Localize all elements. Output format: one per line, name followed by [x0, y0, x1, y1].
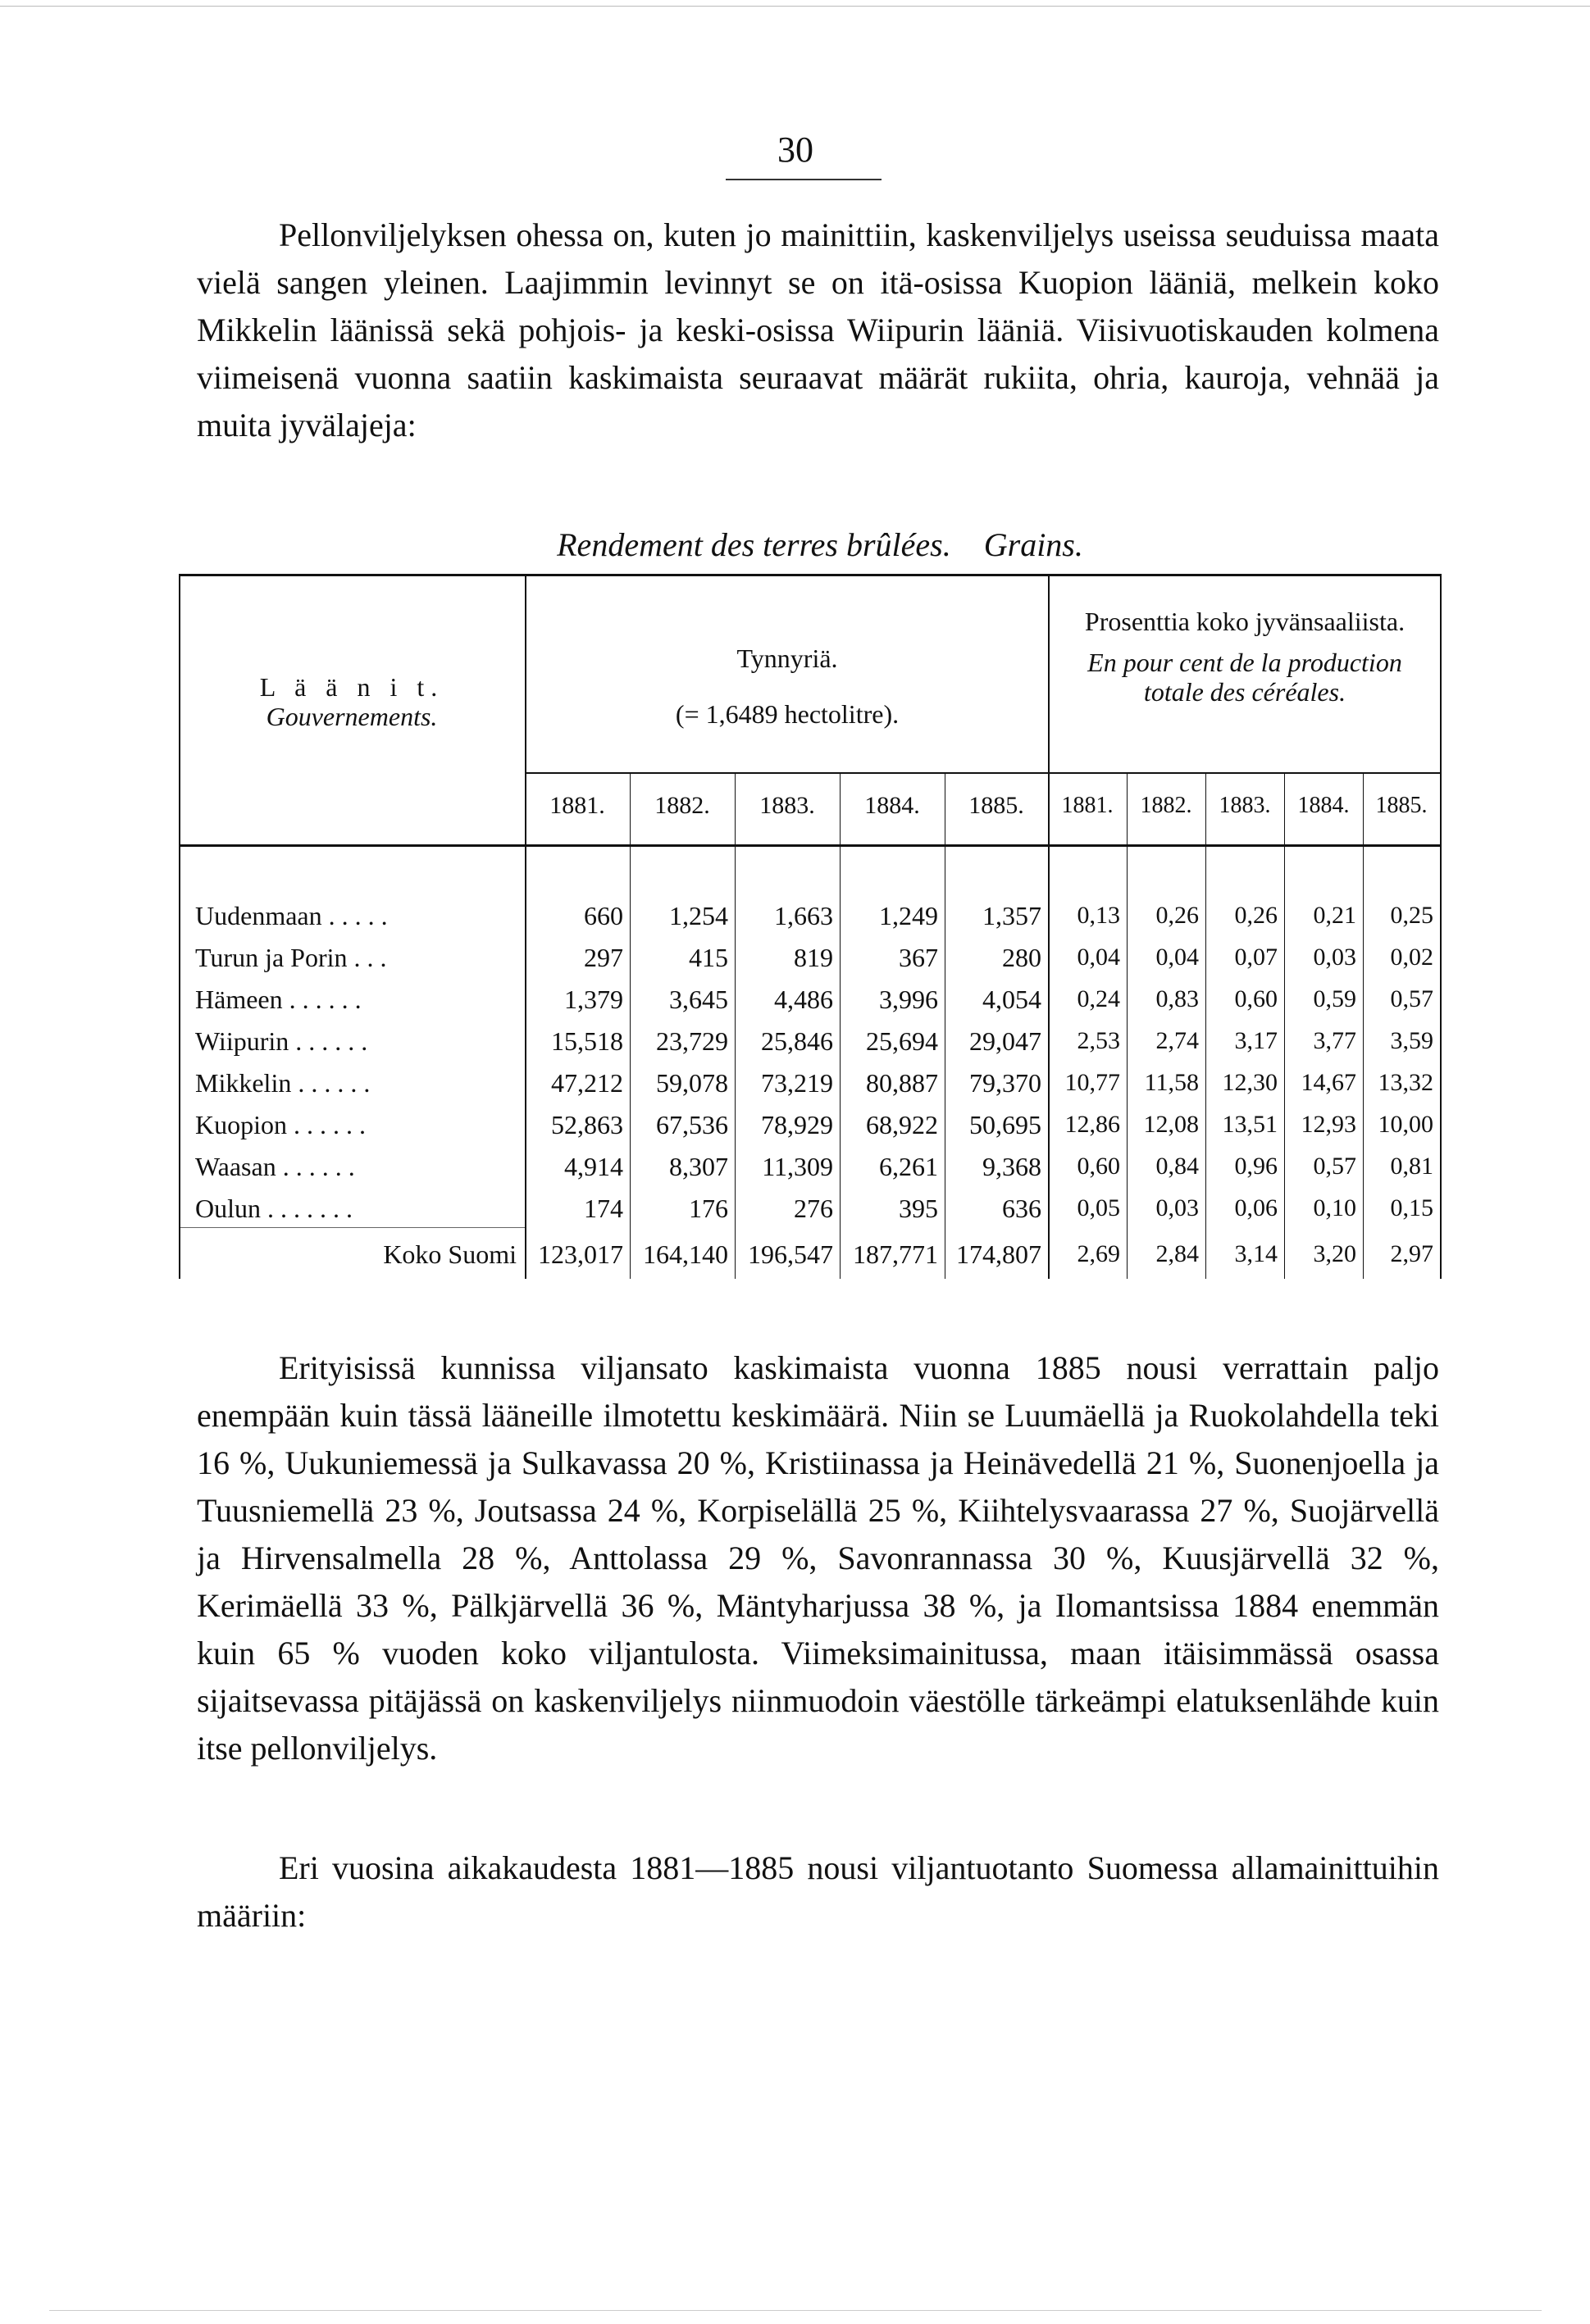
barrels-value: 15,518: [551, 1026, 623, 1056]
province-name: Turun ja Porin . . .: [195, 943, 387, 972]
subheader-rule: [525, 772, 1442, 774]
barrels-value: 4,486: [774, 985, 833, 1014]
header-bottom-rule: [179, 844, 1442, 847]
percent-value: 2,74: [1155, 1027, 1199, 1054]
barrels-value: 59,078: [656, 1068, 728, 1098]
barrels-value: 1,379: [564, 985, 623, 1014]
percent-value: 10,00: [1378, 1111, 1433, 1138]
intro-paragraph: Pellonviljelyksen ohessa on, kuten jo mainittiin, kaskenviljelys useissa seuduissa maata vielä sangen yleinen. Laajimmin levinnyt se on itä-osissa Kuopion lääniä, melkein koko Mikkelin läänissä sekä pohjois- ja keski-osissa Wiipurin lääniä. Viisivuotiskauden kolmena viimeisenä vuonna saatiin kaskimaista seuraavat määrät rukiita, ohria, kauroja, vehnää ja muita jyvälajeja:: [197, 216, 1439, 443]
percent-value: 2,69: [1077, 1240, 1120, 1267]
percent-value: 0,03: [1313, 944, 1356, 971]
barrels-value: 819: [794, 943, 833, 972]
top-edge-line: [0, 6, 1590, 7]
year-header-barrels: 1884.: [864, 792, 920, 819]
paragraph-2: Erityisissä kunnissa viljansato kaskimaista vuonna 1885 nousi verrattain paljo enempään kuin tässä lääneille ilmotettu keskimäärä. Niin se Luumäellä ja Ruokolahdella teki 16 %, Uukuniemessä ja Sulkavassa 20 %, Kristiinassa ja Heinävedellä 21 %, Suonenjoella ja Tuusniemellä 23 %, Joutsassa 24 %, Korpiselällä 25 %, Kiihtelysvaarassa 27 %, Suojärvellä ja Hirvensalmella 28 %, Anttolassa 29 %, Savonrannassa 30 %, Kuusjärvellä 32 %, Kerimäellä 33 %, Pälkjärvellä 36 %, Mäntyharjussa 38 %, ja Ilomantsissa 1884 enemmän kuin 65 % vuoden koko viljantulosta. Viimeksimainitussa, maan itäisimmässä osassa sijaitsevassa pitäjässä on kaskenviljelys niinmuodoin väestölle tärkeämpi elatuksenlähde kuin itse pellonviljelys.: [197, 1349, 1439, 1767]
percent-value: 12,30: [1222, 1069, 1278, 1096]
barrels-value: 1,249: [879, 901, 938, 930]
barrels-value: 164,140: [643, 1239, 728, 1269]
barrels-header: [526, 644, 1048, 729]
barrels-value: 52,863: [551, 1110, 623, 1139]
percent-value: 0,26: [1234, 902, 1278, 929]
year-header-percent: 1884.: [1297, 793, 1350, 818]
percent-value: 13,51: [1222, 1111, 1278, 1138]
percent-value: 2,97: [1390, 1240, 1433, 1267]
percent-value: 0,03: [1155, 1194, 1199, 1221]
col-sep-p3: [1284, 772, 1285, 1279]
yield-table: [179, 574, 1442, 1287]
province-header: [179, 672, 525, 731]
year-header-percent: 1883.: [1219, 793, 1271, 818]
barrels-value: 123,017: [538, 1239, 623, 1269]
province-header-fi: L ä ä n i t.: [259, 672, 444, 702]
province-name: Kuopion . . . . . .: [195, 1110, 366, 1139]
barrels-value: 3,645: [669, 985, 728, 1014]
barrels-value: 67,536: [656, 1110, 728, 1139]
barrels-value: 80,887: [866, 1068, 938, 1098]
table-top-rule: [179, 574, 1442, 576]
percent-value: 0,04: [1077, 944, 1120, 971]
barrels-value: 3,996: [879, 985, 938, 1014]
barrels-value: 1,357: [982, 901, 1041, 930]
barrels-value: 415: [689, 943, 728, 972]
page-number-rule: [726, 179, 882, 180]
barrels-value: 297: [584, 943, 623, 972]
percent-value: 0,25: [1390, 902, 1433, 929]
table-right-border: [1440, 574, 1442, 1279]
barrels-value: 636: [1002, 1194, 1041, 1223]
province-name: Waasan . . . . . .: [195, 1152, 355, 1181]
province-name: Wiipurin . . . . . .: [195, 1026, 368, 1056]
barrels-value: 8,307: [669, 1152, 728, 1181]
year-header-barrels: 1881.: [549, 792, 605, 819]
barrels-value: 6,261: [879, 1152, 938, 1181]
percent-value: 3,77: [1313, 1027, 1356, 1054]
province-header-fr: Gouvernements.: [266, 702, 438, 731]
percent-value: 0,60: [1077, 1153, 1120, 1180]
barrels-value: 176: [689, 1194, 728, 1223]
percent-value: 0,96: [1234, 1153, 1278, 1180]
barrels-value: 50,695: [969, 1110, 1041, 1139]
year-header-percent: 1885.: [1375, 793, 1428, 818]
col-sep-p2: [1205, 772, 1206, 1279]
table-caption-title: Rendement des terres brûlées.: [557, 526, 951, 563]
year-header-percent: 1881.: [1061, 793, 1114, 818]
barrels-value: 79,370: [969, 1068, 1041, 1098]
barrels-value: 73,219: [761, 1068, 833, 1098]
percent-value: 0,57: [1390, 985, 1433, 1012]
bottom-edge-line: [49, 2310, 1542, 2311]
barrels-value: 367: [899, 943, 938, 972]
percent-header: [1073, 607, 1417, 707]
percent-value: 14,67: [1301, 1069, 1356, 1096]
barrels-value: 78,929: [761, 1110, 833, 1139]
barrels-value: 187,771: [853, 1239, 938, 1269]
percent-value: 3,59: [1390, 1027, 1433, 1054]
barrels-header-fi: Tynnyriä.: [736, 644, 838, 673]
percent-value: 0,83: [1155, 985, 1199, 1012]
percent-value: 11,58: [1144, 1069, 1199, 1096]
barrels-value: 25,694: [866, 1026, 938, 1056]
percent-value: 0,84: [1155, 1153, 1199, 1180]
percent-header-fi: Prosenttia koko jyvänsaaliista.: [1084, 607, 1405, 636]
percent-value: 0,15: [1390, 1194, 1433, 1221]
percent-value: 0,13: [1077, 902, 1120, 929]
percent-value: 13,32: [1378, 1069, 1433, 1096]
year-header-barrels: 1885.: [968, 792, 1024, 819]
percent-value: 0,10: [1313, 1194, 1356, 1221]
barrels-value: 276: [794, 1194, 833, 1223]
percent-value: 0,07: [1234, 944, 1278, 971]
barrels-value: 174: [584, 1194, 623, 1223]
barrels-header-unit: (= 1,6489 hectolitre).: [675, 699, 900, 729]
percent-value: 0,57: [1313, 1153, 1356, 1180]
total-label: Koko Suomi: [383, 1239, 517, 1269]
barrels-value: 68,922: [866, 1110, 938, 1139]
percent-value: 10,77: [1064, 1069, 1120, 1096]
col-sep-b1: [630, 772, 631, 1279]
percent-value: 0,81: [1390, 1153, 1433, 1180]
province-name: Hämeen . . . . . .: [195, 985, 362, 1014]
province-name: Oulun . . . . . . .: [195, 1194, 353, 1223]
percent-value: 0,02: [1390, 944, 1433, 971]
barrels-value: 9,368: [982, 1152, 1041, 1181]
col-sep-b3: [840, 772, 841, 1279]
barrels-value: 4,054: [982, 985, 1041, 1014]
barrels-value: 1,663: [774, 901, 833, 930]
percent-value: 3,20: [1313, 1240, 1356, 1267]
table-caption: [492, 525, 1148, 566]
table-caption-subtitle: Grains.: [983, 526, 1083, 563]
col-sep-b2: [735, 772, 736, 1279]
province-name: Mikkelin . . . . . .: [195, 1068, 371, 1098]
percent-value: 3,17: [1234, 1027, 1278, 1054]
barrels-value: 395: [899, 1194, 938, 1223]
percent-value: 2,53: [1077, 1027, 1120, 1054]
percent-value: 0,60: [1234, 985, 1278, 1012]
province-name: Uudenmaan . . . . .: [195, 901, 388, 930]
page-number: 30: [777, 130, 813, 170]
barrels-value: 23,729: [656, 1026, 728, 1056]
year-header-barrels: 1883.: [759, 792, 815, 819]
percent-value: 0,59: [1313, 985, 1356, 1012]
percent-value: 0,05: [1077, 1194, 1120, 1221]
percent-value: 12,86: [1064, 1111, 1120, 1138]
paragraph-3: Eri vuosina aikakaudesta 1881—1885 nousi viljantuotanto Suomessa allamainittuihin määriin:: [197, 1849, 1439, 1934]
year-header-percent: 1882.: [1140, 793, 1192, 818]
barrels-value: 4,914: [564, 1152, 623, 1181]
barrels-value: 660: [584, 901, 623, 930]
barrels-value: 1,254: [669, 901, 728, 930]
barrels-value: 25,846: [761, 1026, 833, 1056]
percent-value: 0,24: [1077, 985, 1120, 1012]
barrels-value: 29,047: [969, 1026, 1041, 1056]
percent-value: 0,26: [1155, 902, 1199, 929]
percent-value: 3,14: [1234, 1240, 1278, 1267]
barrels-value: 174,807: [956, 1239, 1041, 1269]
percent-header-fr: En pour cent de la production totale des céréales.: [1087, 648, 1402, 707]
col-sep-p4: [1363, 772, 1364, 1279]
percent-value: 0,06: [1234, 1194, 1278, 1221]
percent-value: 12,08: [1143, 1111, 1199, 1138]
barrels-value: 11,309: [762, 1152, 833, 1181]
percent-value: 0,21: [1313, 902, 1356, 929]
percent-value: 2,84: [1155, 1240, 1199, 1267]
year-header-barrels: 1882.: [654, 792, 710, 819]
percent-value: 12,93: [1301, 1111, 1356, 1138]
col-sep-p1: [1127, 772, 1128, 1279]
barrels-value: 280: [1002, 943, 1041, 972]
barrels-value: 196,547: [748, 1239, 833, 1269]
barrels-value: 47,212: [551, 1068, 623, 1098]
percent-value: 0,04: [1155, 944, 1199, 971]
